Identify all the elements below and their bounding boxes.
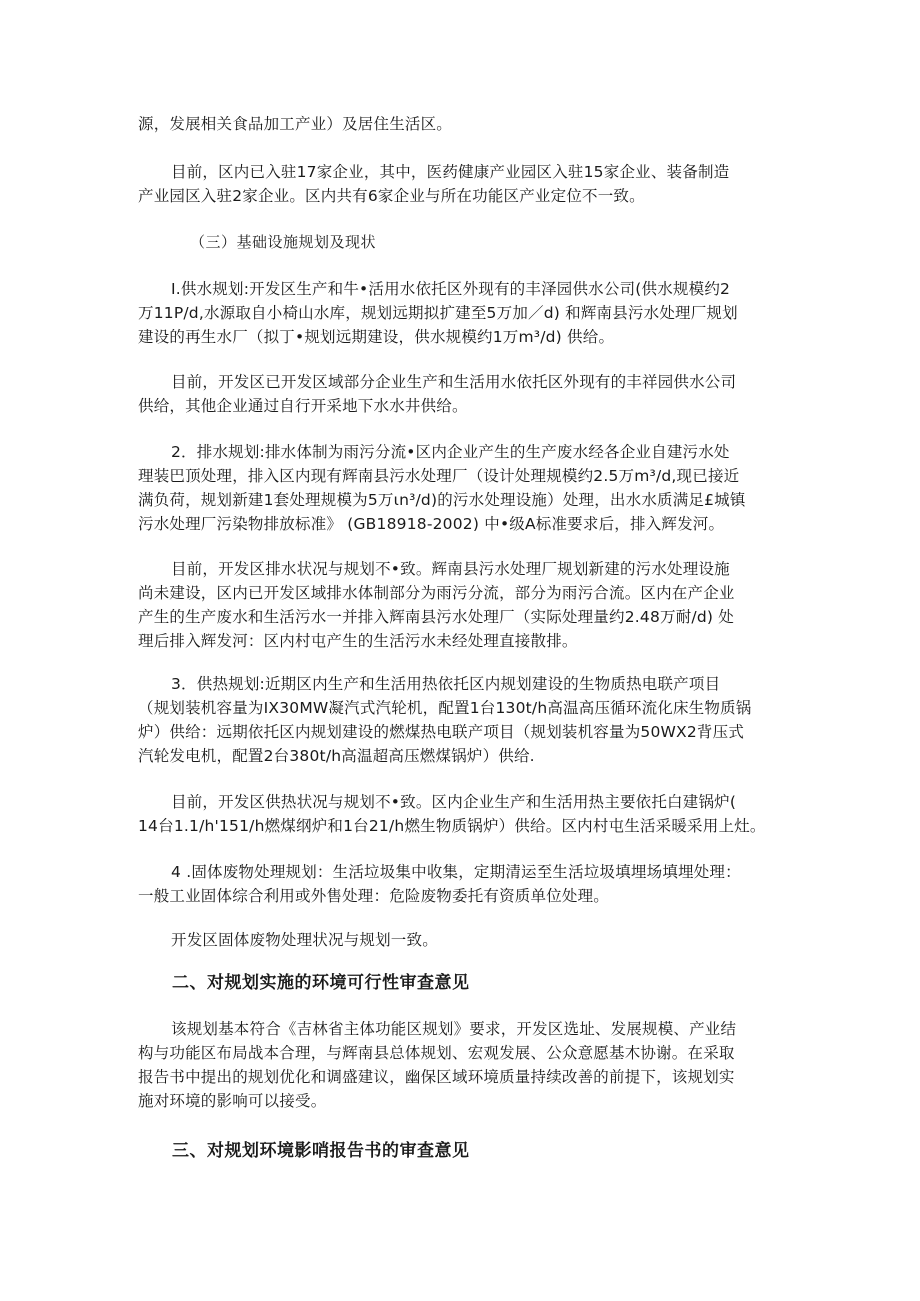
text-line: 一般工业固体综合利用或外售处理：危险废物委托有资质单位处理。 (138, 887, 610, 905)
text-line: 产生的生产废水和生活污水一并排入辉南县污水处理厂（实际处理量约2.48万耐/d) 处 (138, 608, 734, 626)
text-line: 万11P/d,水源取自小椅山水库，规划远期拟扩建至5万加／d) 和辉南县污水处理厂规划 (138, 304, 738, 322)
section-heading-feasibility: 二、对规划实施的环境可行性审查意见 (172, 973, 470, 993)
paragraph-solid-waste-status (138, 928, 788, 952)
text-line: 报告书中提出的规划优化和调盛建议，幽保区域环境质量持续改善的前提下，该规划实 (138, 1068, 735, 1086)
text-line: （规划装机容量为IX30MW凝汽式汽轮机，配置1台130t/h高温高压循环流化床生物质锅 (138, 699, 752, 717)
text-line: 目前，开发区已开发区域部分企业生产和生活用水依托区外现有的丰祥园供水公司 (171, 373, 737, 391)
paragraph-water-supply-status (138, 370, 788, 418)
text-line: 14台1.1/h'151/h燃煤纲炉和1台21/h燃生物质锅炉）供给。区内村屯生活采暖采用上灶。 (138, 817, 766, 835)
text-line: 理后排入辉发河：区内村屯产生的生活污水未经处理直接散排。 (138, 632, 578, 650)
text-line: 目前，开发区供热状况与规划不•致。区内企业生产和生活用热主要依托白建锅炉( (171, 793, 737, 811)
text-line: 目前，开发区排水状况与规划不•致。辉南县污水处理厂规划新建的污水处理设施 (171, 560, 730, 578)
text-line: 构与功能区布局战本合理，与辉南县总体规划、宏观发展、公众意愿基木协谢。在采取 (138, 1044, 735, 1062)
text-line: 施对环境的影响可以接受。 (138, 1092, 327, 1110)
text-line: 开发区固体废物处理状况与规划一致。 (171, 931, 438, 949)
text-line: 3．供热规划:近期区内生产和生活用热依托区内规划建设的生物质热电联产项目 (171, 675, 721, 693)
paragraph-feasibility-opinion (138, 1017, 788, 1113)
text-line: I.供水规划:开发区生产和牛•活用水依托区外现有的丰泽园供水公司(供水规模约2 (171, 280, 731, 298)
text-line: 4 .固体废物处理规划：生活垃圾集中收集，定期清运至生活垃圾填埋场填埋处理： (171, 863, 741, 881)
paragraph-heating-status (138, 790, 788, 838)
text-line: 尚未建设，区内已开发区域排水体制部分为雨污分流，部分为雨污合流。区内在产企业 (138, 584, 735, 602)
paragraph-solid-waste-plan (138, 860, 788, 908)
paragraph-enterprises (138, 160, 788, 208)
text-line: 建设的再生水厂（拟丁•规划远期建设，供水规模约1万m³/d) 供给。 (138, 328, 615, 346)
text-line: 2．排水规划:排水体制为雨污分流•区内企业产生的生产废水经各企业自建污水处 (171, 443, 730, 461)
section-heading-report-review: 三、对规划环境影哨报告书的审查意见 (172, 1141, 470, 1161)
text-line: 炉）供给：远期依托区内规划建设的燃煤热电联产项目（规划装机容量为50WX2背压式 (138, 723, 745, 741)
paragraph-drainage-plan (138, 440, 788, 536)
text-line: 汽轮发电机，配置2台380t/h高温超高压燃煤锅炉）供给. (138, 747, 535, 765)
text-line: 目前，区内已入驻17家企业，其中，医药健康产业园区入驻15家企业、装备制造 (171, 163, 730, 181)
paragraph-drainage-status (138, 557, 788, 653)
paragraph-water-supply-plan (138, 277, 788, 349)
subsection-title-infrastructure: （三）基础设施规划及现状 (190, 233, 377, 251)
text-line: 满负荷，规划新建1套处理规模为5万ιn³/d)的污水处理设施）处理，出水水质满足£城镇 (138, 491, 746, 509)
text-line: 供给，其他企业通过自行开采地下水水井供给。 (138, 397, 468, 415)
paragraph-residential (138, 112, 788, 136)
text-line: 源，发展相关食品加工产业）及居住生活区。 (138, 115, 453, 133)
paragraph-heating-plan (138, 672, 788, 768)
text-line: 该规划基本符合《吉林省主体功能区规划》要求，开发区选址、发展规模、产业结 (171, 1020, 737, 1038)
text-line: 产业园区入驻2家企业。区内共有6家企业与所在功能区产业定位不一致。 (138, 187, 645, 205)
text-line: 污水处理厂污染物排放标准》 (GB18918-2002) 中•级A标准要求后，排入辉发河。 (138, 515, 725, 533)
text-line: 理装巴顶处理，排入区内现有辉南县污水处理厂（设计处理规模约2.5万m³/d,现已接近 (138, 467, 740, 485)
